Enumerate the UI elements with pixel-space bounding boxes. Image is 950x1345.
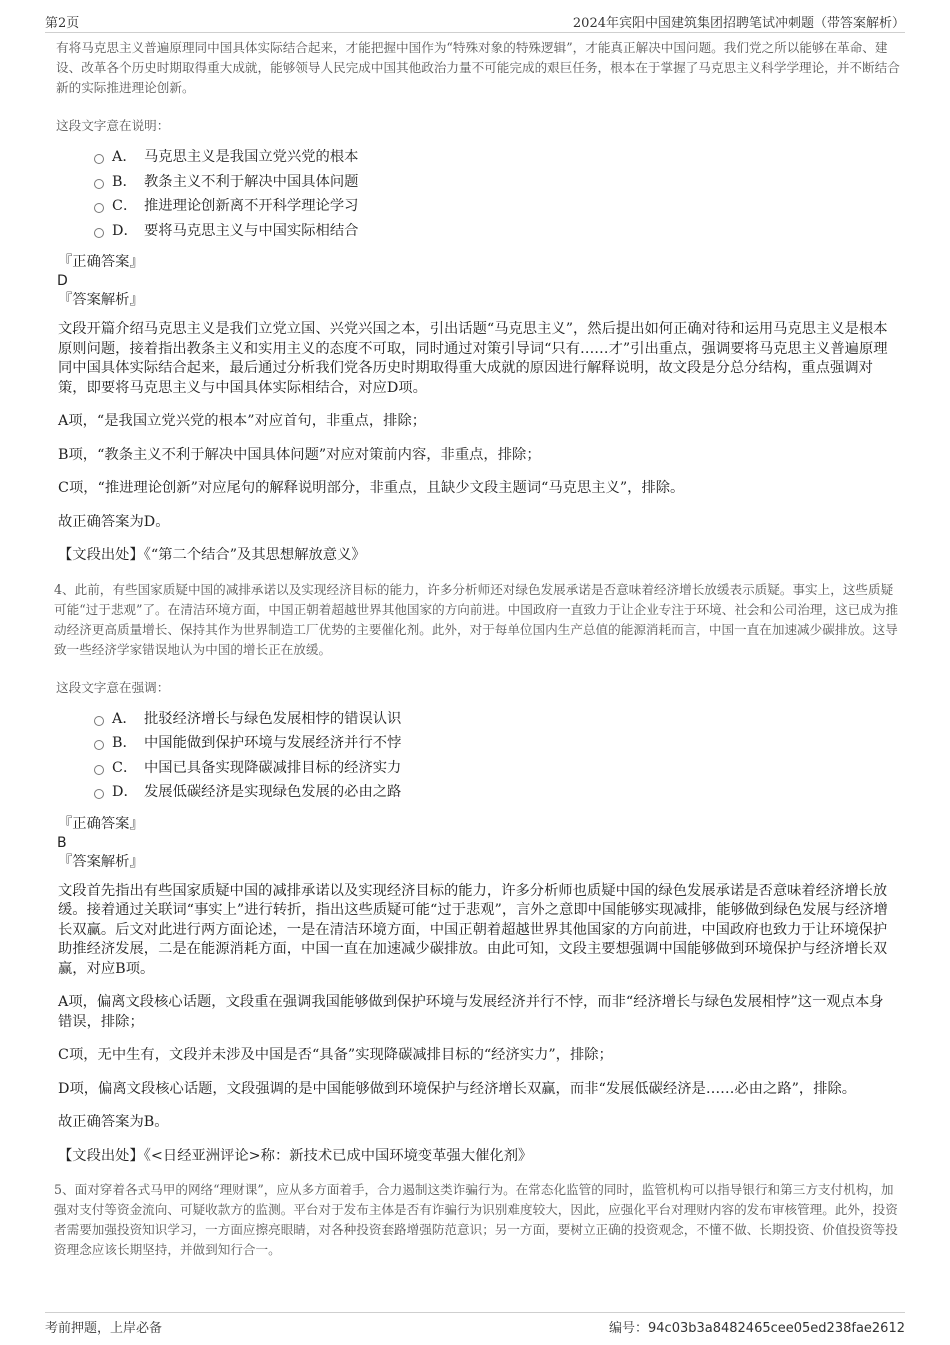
q3-analysis-tag: 『答案解析』 [58,292,144,308]
radio-icon[interactable] [94,789,104,799]
option-letter: D． [112,222,138,239]
option-text: 发展低碳经济是实现绿色发展的必由之路 [144,784,402,801]
option-letter: A． [112,710,137,727]
q4-answer-tag: 『正确答案』 [58,815,144,832]
q4-analysis-c: C项，无中生有，文段并未涉及中国是否“具备”实现降碳减排目标的“经济实力”，排除； [58,1047,613,1063]
q4-analysis-main: 文段首先指出有些国家质疑中国的减排承诺以及实现经济目标的能力，许多分析师也质疑中国的绿色发展承诺是否意味着经济增长放缓。接着通过关联词“事实上”进行转折，指出这些质疑可能“过于悲观”，言外之意即中国能够实现减排，能够做到绿色发展与经济增长双赢。后文对此进行两方面论述，一是在清洁环境方面，中国正朝着超越世界其他国家的方向前进，中国政府也致力于让环境保护助推经济发展，二是在能源消耗方面，中国一直在加速减少碳排放。由此可知，文段主要想强调中国能够做到环境保护与经济增长双赢，对应B项。 [58,882,888,977]
radio-icon[interactable] [94,179,104,189]
q4-options [94,706,900,804]
q4-passage: 4、此前，有些国家质疑中国的减排承诺以及实现经济目标的能力，许多分析师还对绿色发展承诺是否意味着经济增长放缓表示质疑。事实上，这些质疑可能“过于悲观”了。在清洁环境方面，中国正朝着超越世界其他国家的方向前进。中国政府一直致力于让企业专注于环境、社会和公司治理，这已成为推动经济更高质量增长、保持其作为世界制造工厂优势的主要催化剂。此外，对于每单位国内生产总值的能源消耗而言，中国一直在加速减少碳排放。这导致一些经济学家错误地认为中国的增长正在放缓。 [54,581,899,657]
document-title: 2024年宾阳中国建筑集团招聘笔试冲刺题（带答案解析） [572,16,905,31]
q3-passage: 有将马克思主义普遍原理同中国具体实际结合起来，才能把握中国作为“特殊对象的特殊逻辑”，才能真正解决中国问题。我们党之所以能够在革命、建设、改革各个历史时期取得重大成就，能够领导人民完成中国其他政治力量不可能完成的艰巨任务，根本在于掌握了马克思主义科学学理论，并不断结合新的实际推进理论创新。 [56,40,900,95]
main-content [56,38,900,1260]
page-header [45,10,905,33]
radio-icon[interactable] [94,228,104,238]
q4-option-a[interactable] [94,706,900,731]
q3-conclusion: 故正确答案为D。 [58,513,170,530]
option-letter: D． [112,784,138,801]
option-text: 推进理论创新离不开科学理论学习 [144,198,359,215]
q5-passage: 5、面对穿着各式马甲的网络“理财课”，应从多方面着手，合力遏制这类诈骗行为。在常态化监管的同时，监管机构可以指导银行和第三方支付机构，加强对支付等资金流向、可疑收款方的监测。平台对于发布主体是否有诈骗行为识别难度较大，因此，应强化平台对理财内容的发布审核管理。此外，投资者需要加强投资知识学习，一方面应擦亮眼睛，对各种投资套路增强防范意识；另一方面，要树立正确的投资观念，不懂不做、长期投资、价值投资等投资理念应该长期坚持，并做到知行合一。 [54,1182,898,1257]
q4-option-d[interactable] [94,779,900,804]
q3-analysis-a: A项，“是我国立党兴党的根本”对应首句，非重点，排除； [58,413,427,429]
footer-slogan: 考前押题，上岸必备 [45,1321,163,1336]
q4-analysis-a: A项，偏离文段核心话题，文段重在强调我国能够做到保护环境与发展经济并行不悖，而非“经济增长与绿色发展相悖”这一观点本身错误，排除； [58,994,884,1030]
q3-option-b[interactable] [94,169,900,194]
option-letter: C． [112,759,138,776]
q4-analysis-d: D项，偏离文段核心话题，文段强调的是中国能够做到环境保护与经济增长双赢，而非“发展低碳经济是……必由之路”，排除。 [58,1080,857,1097]
q3-analysis-main: 文段开篇介绍马克思主义是我们立党立国、兴党兴国之本，引出话题“马克思主义”，然后提出如何正确对待和运用马克思主义是根本原则问题，接着指出教条主义和实用主义的态度不可取，同时通过对策引导词“只有……才”引出重点，强调要将马克思主义普遍原理同中国具体实际结合起来，最后通过分析我们党各历史时期取得重大成就的原因进行解释说明，故文段是分总分结构，重点强调对策，即要将马克思主义与中国具体实际相结合，对应D项。 [58,321,888,396]
q3-source: 【文段出处】《“第二个结合”及其思想解放意义》 [58,547,366,563]
page-number: 第2页 [45,16,80,31]
q4-option-b[interactable] [94,730,900,755]
document-code [609,1317,905,1336]
radio-icon[interactable] [94,203,104,213]
q3-analysis-c: C项，“推进理论创新”对应尾句的解释说明部分，非重点，且缺少文段主题词“马克思主义”，排除。 [58,480,685,496]
option-text: 教条主义不利于解决中国具体问题 [144,173,359,190]
q4-analysis-tag: 『答案解析』 [58,853,144,870]
q4-question: 这段文字意在强调： [56,679,170,695]
q3-answer: D [57,273,68,289]
radio-icon[interactable] [94,716,104,726]
radio-icon[interactable] [94,765,104,775]
option-text: 要将马克思主义与中国实际相结合 [144,222,359,239]
option-text: 马克思主义是我国立党兴党的根本 [144,149,359,166]
option-letter: C． [112,198,138,215]
code-label: 编号： [608,1321,648,1336]
radio-icon[interactable] [94,740,104,750]
q3-option-a[interactable] [94,144,900,169]
option-letter: A． [112,149,137,166]
q3-analysis-b: B项，“教条主义不利于解决中国具体问题”对应对策前内容，非重点，排除； [58,446,541,463]
option-text: 中国已具备实现降碳减排目标的经济实力 [144,759,402,776]
q4-answer: B [57,834,67,851]
radio-icon[interactable] [94,154,104,164]
code-value: 94c03b3a8482465cee05ed238fae2612 [648,1321,905,1336]
q3-option-d[interactable] [94,218,900,243]
q3-answer-tag: 『正确答案』 [58,254,144,270]
q3-options [94,144,900,242]
page-footer [45,1312,905,1335]
q4-source: 【文段出处】《<日经亚洲评论>称：新技术已成中国环境变革强大催化剂》 [58,1147,533,1164]
option-letter: B． [112,173,137,190]
option-text: 中国能做到保护环境与发展经济并行不悖 [144,735,402,752]
q4-conclusion: 故正确答案为B。 [58,1114,169,1130]
q3-question: 这段文字意在说明： [56,118,170,133]
option-text: 批驳经济增长与绿色发展相悖的错误认识 [144,710,402,727]
q3-option-c[interactable] [94,193,900,218]
q4-option-c[interactable] [94,755,900,780]
option-letter: B． [112,735,137,752]
